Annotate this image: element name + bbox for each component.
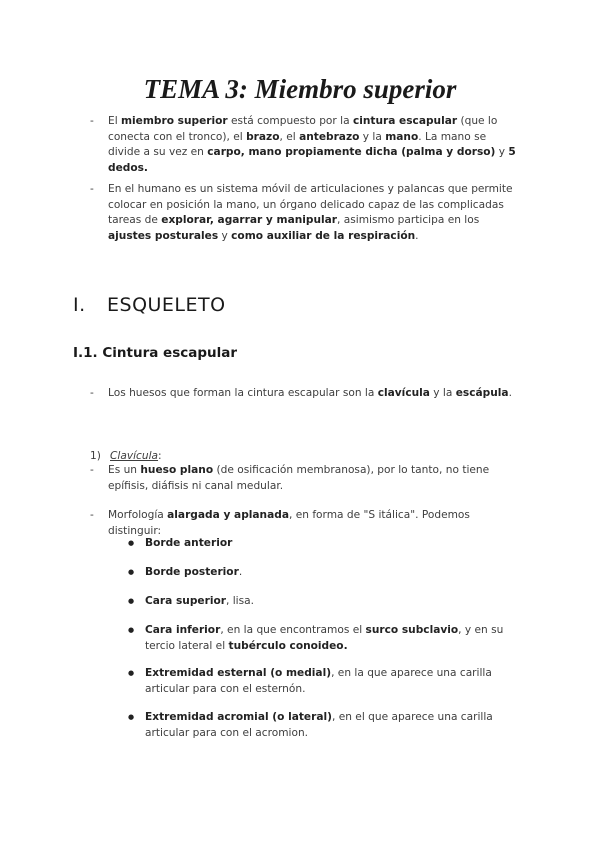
text: , asimismo participa en los [337, 214, 480, 226]
list-item [145, 666, 525, 697]
bold-text: Cara superior [145, 595, 226, 607]
bold-text: Cara inferior [145, 624, 221, 636]
bold-text: Borde anterior [145, 537, 233, 549]
text: y la [359, 130, 386, 143]
text: Es un [108, 464, 141, 476]
section-title: ESQUELETO [107, 294, 226, 316]
clavicula-label: Clavícula [110, 450, 159, 462]
colon: : [158, 450, 162, 462]
text: , en la que encontramos el [220, 624, 366, 636]
text: El [108, 115, 122, 127]
text: , en la que aparece una carilla articular para con el esternón. [145, 667, 492, 695]
text: , y en su tercio lateral el [145, 624, 504, 652]
text: está compuesto por la [227, 115, 353, 127]
bold-text: surco subclavio [365, 624, 459, 636]
bold-text: antebrazo [299, 130, 360, 143]
text: y [495, 146, 509, 158]
text: , en el que aparece una carilla articular para con el acromion. [145, 711, 493, 739]
bold-text: brazo [246, 130, 280, 143]
text: (de osificación membranosa), por lo tanto, no tiene epífisis, diáfisis ni canal medular. [108, 464, 490, 492]
text: , lisa. [225, 595, 254, 607]
section-heading [73, 294, 226, 316]
text: Los huesos que forman la cintura escapular son la [108, 387, 378, 399]
bold-text: Extremidad acromial (o lateral) [145, 711, 332, 723]
intro-paragraph-1 [108, 114, 520, 176]
clavicula-paragraph-2 [108, 508, 520, 539]
text: . [508, 387, 512, 399]
item-number: 1) [90, 450, 101, 462]
cintura-paragraph [108, 386, 520, 402]
section-number: I. [73, 294, 86, 316]
bold-text: escápula [455, 387, 509, 399]
text: y [218, 229, 232, 242]
bold-text: ajustes posturales [108, 229, 219, 242]
bold-text: alargada y aplanada [167, 509, 289, 521]
text: y la [429, 387, 456, 399]
bold-text: mano [385, 130, 419, 143]
bold-text: Borde posterior [145, 566, 239, 578]
list-item [145, 623, 525, 654]
list-item [145, 594, 525, 610]
page-title: TEMA 3: Miembro superior [143, 74, 457, 104]
text: . La mano se divide a su vez en [108, 130, 487, 158]
text: , el [279, 130, 300, 143]
bold-text: tubérculo conoideo. [228, 639, 348, 652]
text: , en forma de "S itálica". Podemos distinguir: [108, 509, 470, 537]
list-item [145, 536, 525, 552]
list-item [145, 710, 525, 741]
bold-text: explorar, agarrar y manipular [161, 214, 338, 226]
text: . [415, 229, 419, 242]
bold-text: carpo, mano propiamente dicha (palma y dorso) [207, 146, 496, 158]
text: Morfología [108, 509, 168, 521]
bold-text: clavícula [377, 387, 430, 399]
subsection-heading: I.1. Cintura escapular [73, 345, 238, 361]
intro-paragraph-2 [108, 182, 520, 244]
clavicula-paragraph-1 [108, 463, 520, 494]
bold-text: 5 dedos. [108, 146, 516, 174]
bold-text: como auxiliar de la respiración [231, 229, 416, 242]
text: En el humano es un sistema móvil de articulaciones y palancas que permite colocar en posición la mano, un órgano delicado capaz de las complicadas tareas de [108, 183, 513, 226]
text: (que lo conecta con el tronco), el [108, 115, 498, 143]
bold-text: hueso plano [140, 464, 214, 476]
bold-text: miembro superior [121, 115, 228, 127]
text: . [238, 566, 243, 578]
bold-text: Extremidad esternal (o medial) [145, 667, 332, 679]
list-item [145, 565, 525, 581]
bold-text: cintura escapular [352, 115, 458, 127]
